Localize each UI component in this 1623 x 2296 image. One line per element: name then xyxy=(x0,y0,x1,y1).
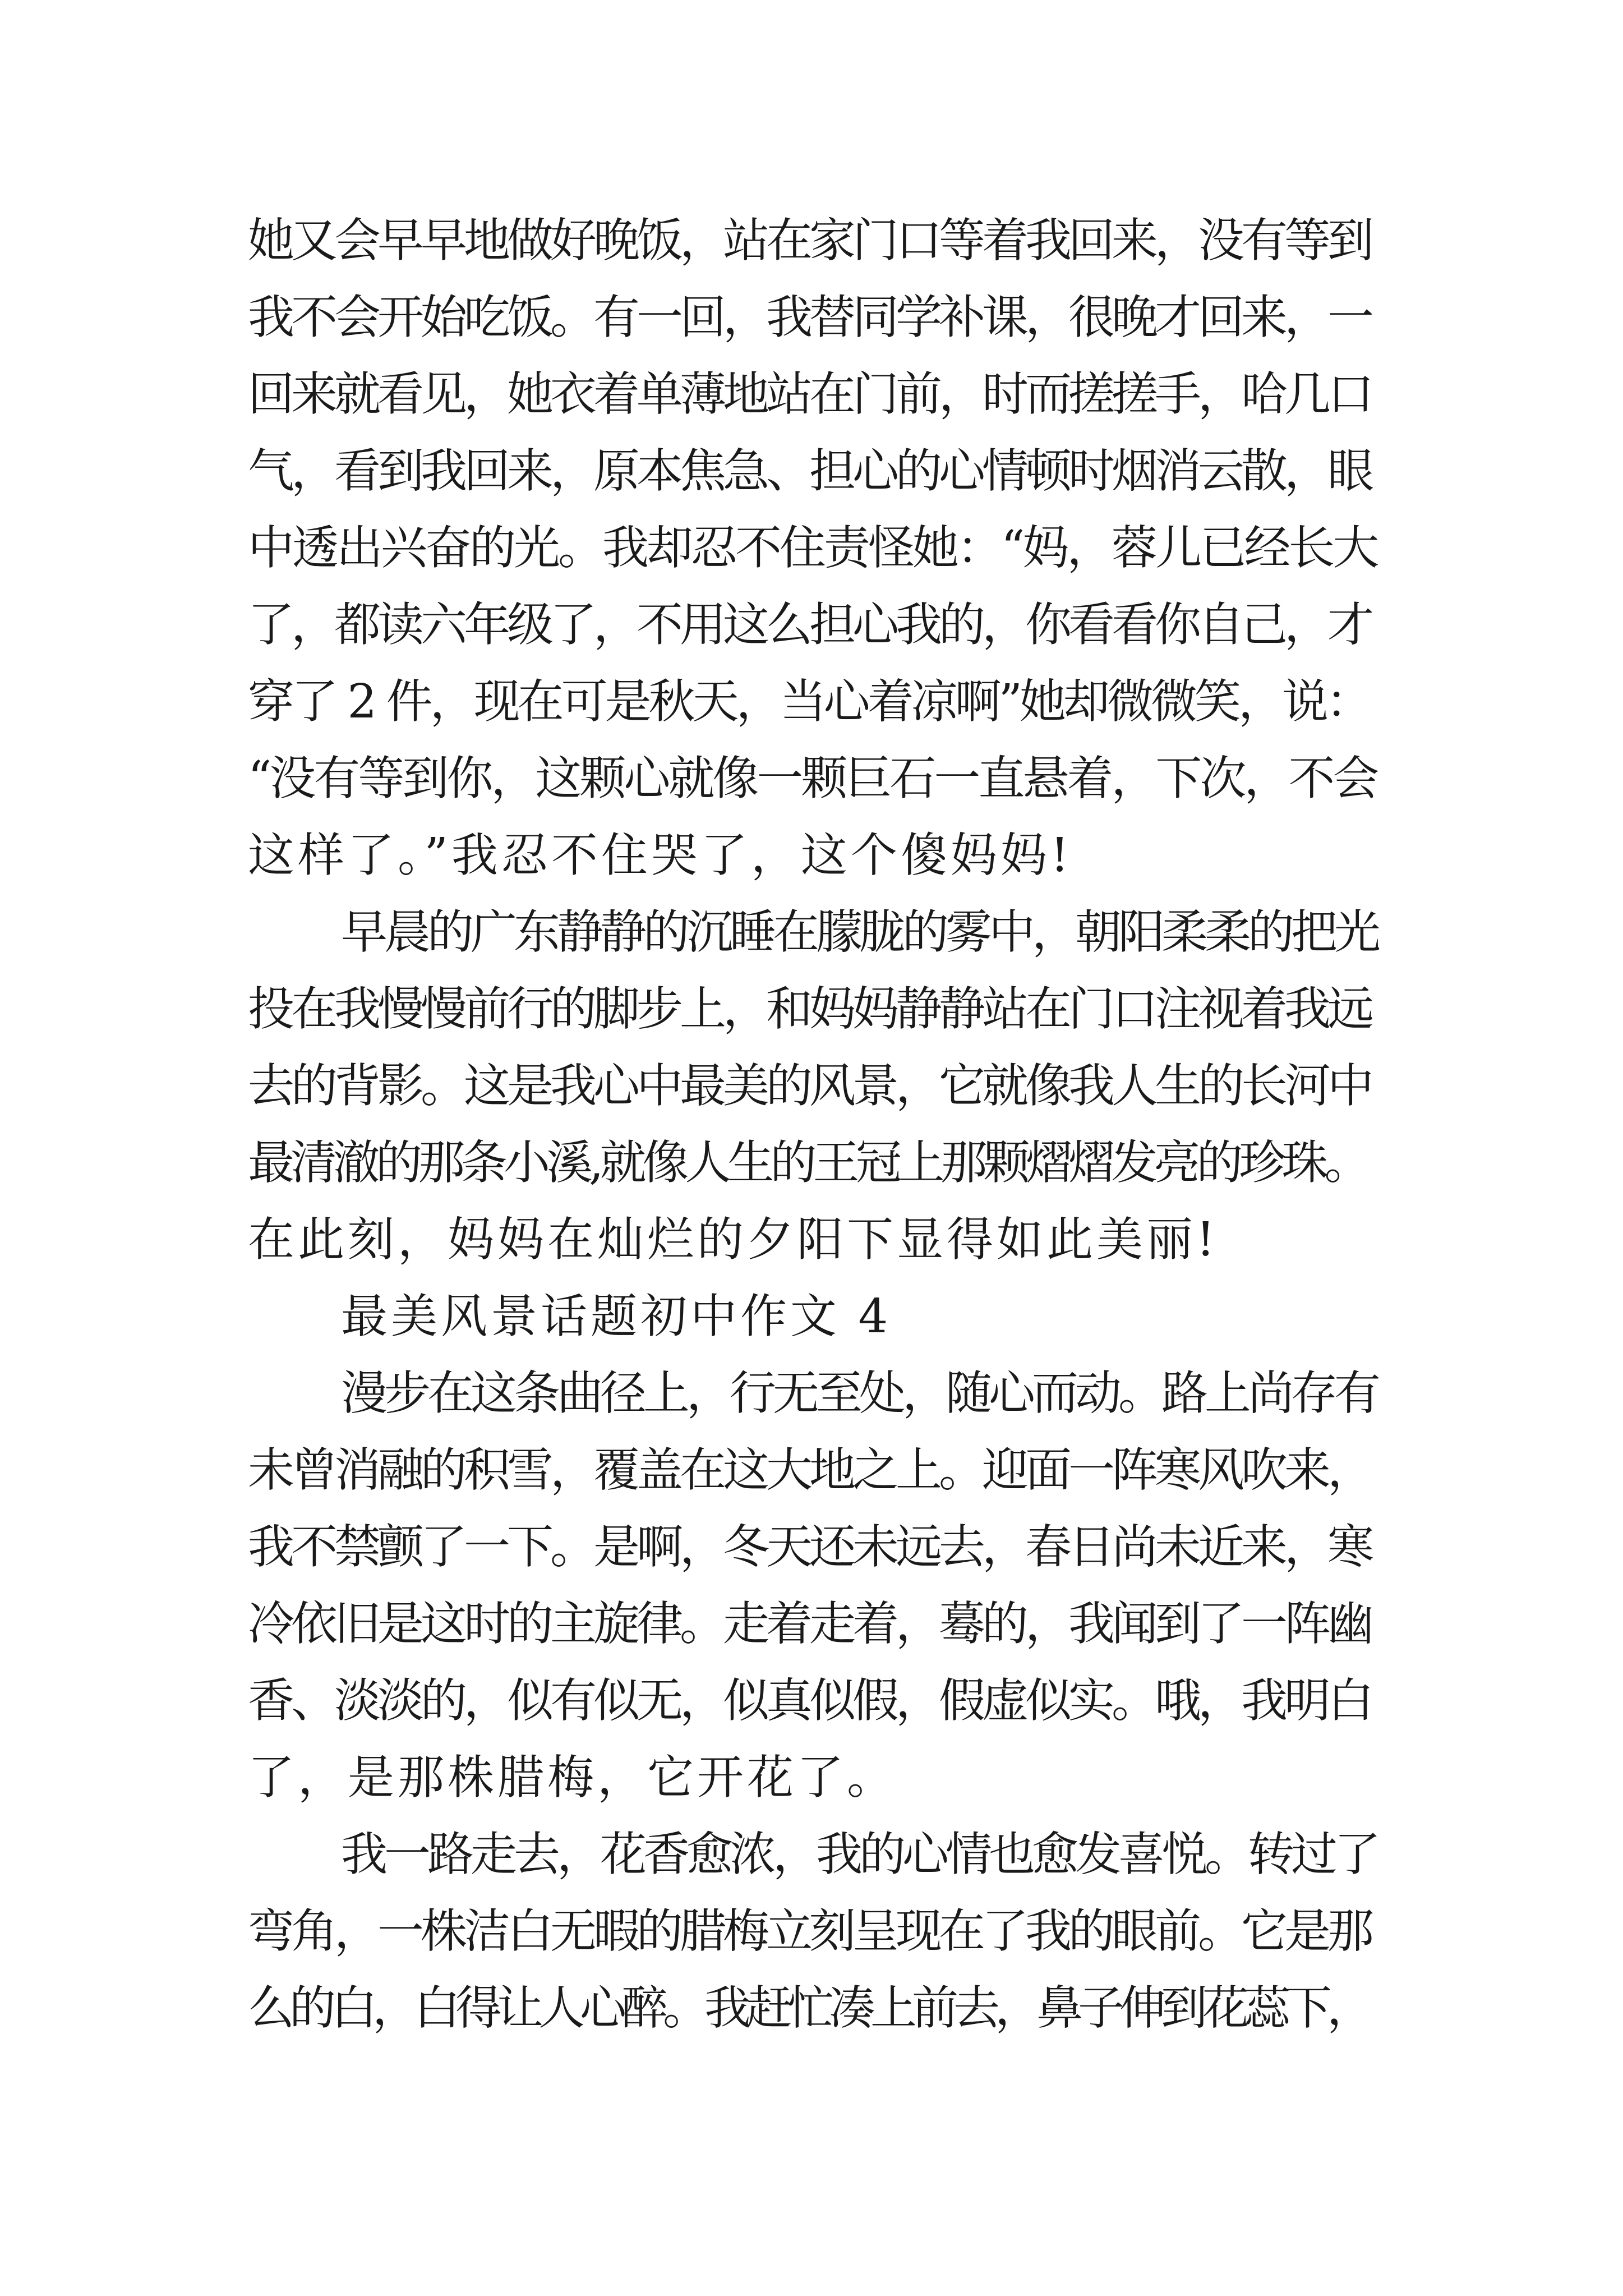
section-heading: 最美风景话题初中作文 4 xyxy=(341,1289,892,1343)
text-line: 弯角，一株洁白无暇的腊梅立刻呈现在了我的眼前。它是那 xyxy=(248,1904,1371,1958)
text-line: 我不禁颤了一下。是啊，冬天还未远去，春日尚未近来，寒 xyxy=(248,1520,1371,1574)
text-line: 气，看到我回来，原本焦急、担心的心情顿时烟消云散，眼 xyxy=(248,444,1371,498)
text-line: 中透出兴奋的光。我却忍不住责怪她：“妈，蓉儿已经长大 xyxy=(248,521,1377,575)
text-line: 她又会早早地做好晚饭，站在家门口等着我回来，没有等到 xyxy=(248,213,1371,268)
text-line: “没有等到你，这颗心就像一颗巨石一直悬着，下次，不会 xyxy=(248,751,1377,806)
text-line: 在此刻，妈妈在灿烂的夕阳下显得如此美丽! xyxy=(248,1212,1219,1267)
paragraph-start-line: 我一路走去，花香愈浓，我的心情也愈发喜悦。转过了 xyxy=(341,1827,1377,1881)
paragraph-start-line: 漫步在这条曲径上，行无至处，随心而动。路上尚存有 xyxy=(341,1366,1377,1420)
text-line: 这样了。”我忍不住哭了，这个傻妈妈! xyxy=(248,828,1073,882)
paragraph-start-line: 早晨的广东静静的沉睡在朦胧的雾中，朝阳柔柔的把光 xyxy=(341,905,1377,959)
text-line: 香、淡淡的，似有似无，似真似假，假虚似实。哦，我明白 xyxy=(248,1673,1371,1728)
text-line: 未曾消融的积雪，覆盖在这大地之上。迎面一阵寒风吹来， xyxy=(248,1443,1371,1497)
body-text xyxy=(248,202,1381,2046)
text-line: 回来就看见，她衣着单薄地站在门前，时而搓搓手，哈几口 xyxy=(248,367,1371,421)
text-line: 我不会开始吃饭。有一回，我替同学补课，很晚才回来，一 xyxy=(248,290,1371,344)
text-line: 最清澈的那条小溪,就像人生的王冠上那颗熠熠发亮的珍珠。 xyxy=(248,1135,1367,1190)
text-line: 么的白，白得让人心醉。我赶忙凑上前去，鼻子伸到花蕊下， xyxy=(248,1981,1368,2035)
text-line: 冷依旧是这时的主旋律。走着走着，蓦的，我闻到了一阵幽 xyxy=(248,1596,1371,1651)
text-line: 了，是那株腊梅，它开花了。 xyxy=(248,1750,897,1805)
text-line: 了，都读六年级了，不用这么担心我的，你看看你自己，才 xyxy=(248,597,1371,652)
text-line: 投在我慢慢前行的脚步上，和妈妈静静站在门口注视着我远 xyxy=(248,982,1371,1036)
text-line: 去的背影。这是我心中最美的风景，它就像我人生的长河中 xyxy=(248,1059,1371,1113)
text-line: 穿了 2 件，现在可是秋天，当心着凉啊”她却微微笑，说： xyxy=(248,674,1370,729)
